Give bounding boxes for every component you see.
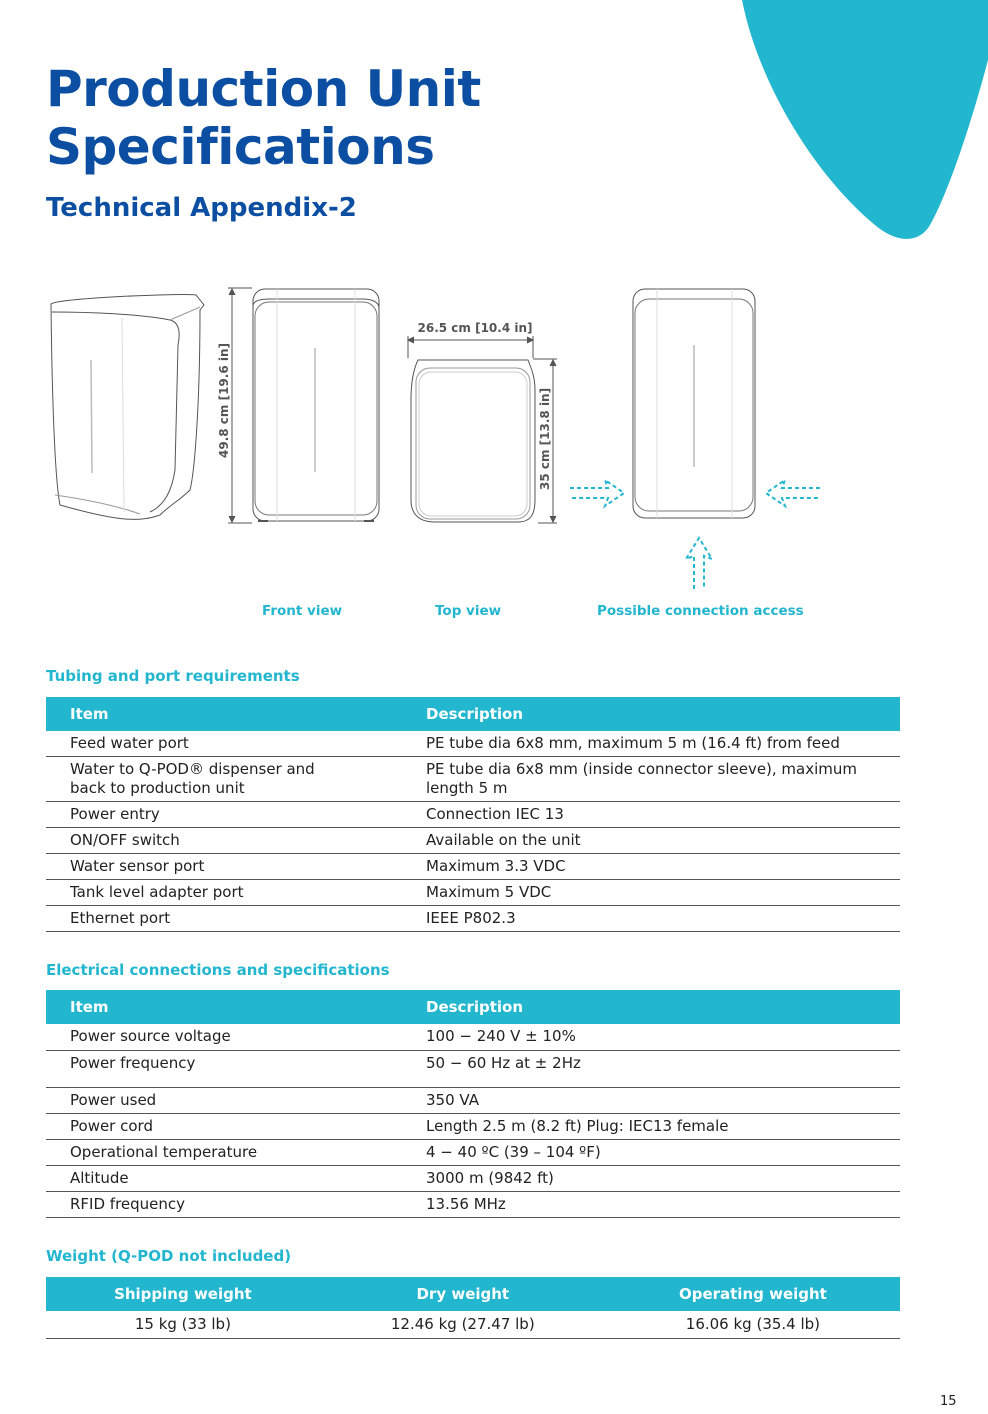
row-description: PE tube dia 6x8 mm (inside connector sleeve), maximum length 5 m: [406, 757, 900, 802]
arrow-left-icon: [766, 480, 820, 506]
table-row: [46, 1165, 900, 1191]
page-title-line-1: Production Unit: [46, 60, 481, 118]
row-description: Connection IEC 13: [406, 802, 900, 828]
arrow-up-icon: [686, 538, 712, 589]
weight-section-title: Weight (Q-POD not included): [46, 1247, 292, 1265]
height-dimension-label: 49.8 cm [19.6 in]: [217, 343, 231, 458]
row-item: Water sensor port: [46, 854, 406, 880]
table-row: [46, 880, 900, 906]
table-row: [46, 1024, 900, 1050]
table-row: [46, 731, 900, 757]
column-header-shipping-weight: Shipping weight: [46, 1277, 320, 1311]
row-item: Power used: [46, 1087, 406, 1113]
column-header-description: Description: [406, 697, 900, 731]
page-title-line-2: Specifications: [46, 118, 435, 176]
row-description: Maximum 5 VDC: [406, 880, 900, 906]
shipping-weight-value: 15 kg (33 lb): [46, 1311, 320, 1339]
front-view-drawing: [253, 289, 379, 521]
table-row: [46, 828, 900, 854]
connection-access-label: Possible connection access: [597, 603, 804, 619]
row-item: Power entry: [46, 802, 406, 828]
row-description: 350 VA: [406, 1087, 900, 1113]
row-description: Length 2.5 m (8.2 ft) Plug: IEC13 female: [406, 1113, 900, 1139]
depth-dimension-label: 35 cm [13.8 in]: [538, 387, 552, 490]
tubing-section-title: Tubing and port requirements: [46, 667, 300, 685]
top-view-drawing: [411, 360, 535, 522]
column-header-item: Item: [46, 990, 406, 1024]
electrical-section-title: Electrical connections and specifications: [46, 961, 390, 979]
width-dimension-label: 26.5 cm [10.4 in]: [417, 321, 533, 335]
row-description: 13.56 MHz: [406, 1191, 900, 1217]
column-header-description: Description: [406, 990, 900, 1024]
table-row: [46, 1050, 900, 1087]
row-description: 100 − 240 V ± 10%: [406, 1024, 900, 1050]
row-description: Maximum 3.3 VDC: [406, 854, 900, 880]
row-item: RFID frequency: [46, 1191, 406, 1217]
dry-weight-value: 12.46 kg (27.47 lb): [320, 1311, 606, 1339]
table-row: [46, 854, 900, 880]
height-dimension-line: [228, 288, 252, 523]
row-description: PE tube dia 6x8 mm, maximum 5 m (16.4 ft) from feed: [406, 731, 900, 757]
unit-drawings: [0, 280, 988, 610]
row-item: Power cord: [46, 1113, 406, 1139]
row-item: Feed water port: [46, 731, 406, 757]
row-description: Available on the unit: [406, 828, 900, 854]
row-item: Power frequency: [46, 1050, 406, 1087]
page-title: [46, 60, 481, 176]
perspective-view-drawing: [51, 295, 204, 520]
table-row: [46, 1191, 900, 1217]
arrow-right-icon: [570, 480, 624, 506]
connection-view-drawing: [633, 289, 755, 518]
row-item: Tank level adapter port: [46, 880, 406, 906]
weight-table: [46, 1277, 900, 1339]
row-item: Water to Q-POD® dispenser and back to production unit: [46, 757, 406, 802]
table-row: [46, 1311, 900, 1339]
top-view-label: Top view: [435, 603, 502, 619]
table-header-row: [46, 990, 900, 1024]
width-dimension-line: [408, 336, 533, 358]
table-row: [46, 1087, 900, 1113]
table-row: [46, 1139, 900, 1165]
page-number: 15: [940, 1394, 957, 1409]
row-item: Ethernet port: [46, 906, 406, 932]
page-subtitle: Technical Appendix-2: [46, 193, 357, 223]
row-description: 50 − 60 Hz at ± 2Hz: [406, 1050, 900, 1087]
row-description: 3000 m (9842 ft): [406, 1165, 900, 1191]
tubing-table: [46, 697, 900, 932]
table-row: [46, 1113, 900, 1139]
row-item: Power source voltage: [46, 1024, 406, 1050]
row-description: 4 − 40 ºC (39 – 104 ºF): [406, 1139, 900, 1165]
row-item: ON/OFF switch: [46, 828, 406, 854]
column-header-dry-weight: Dry weight: [320, 1277, 606, 1311]
table-row: [46, 906, 900, 932]
table-header-row: [46, 697, 900, 731]
table-header-row: [46, 1277, 900, 1311]
table-row: [46, 802, 900, 828]
row-description: IEEE P802.3: [406, 906, 900, 932]
column-header-operating-weight: Operating weight: [606, 1277, 900, 1311]
row-item: Operational temperature: [46, 1139, 406, 1165]
operating-weight-value: 16.06 kg (35.4 lb): [606, 1311, 900, 1339]
table-row: [46, 757, 900, 802]
electrical-table: [46, 990, 900, 1218]
row-item: Altitude: [46, 1165, 406, 1191]
front-view-label: Front view: [262, 603, 343, 619]
column-header-item: Item: [46, 697, 406, 731]
